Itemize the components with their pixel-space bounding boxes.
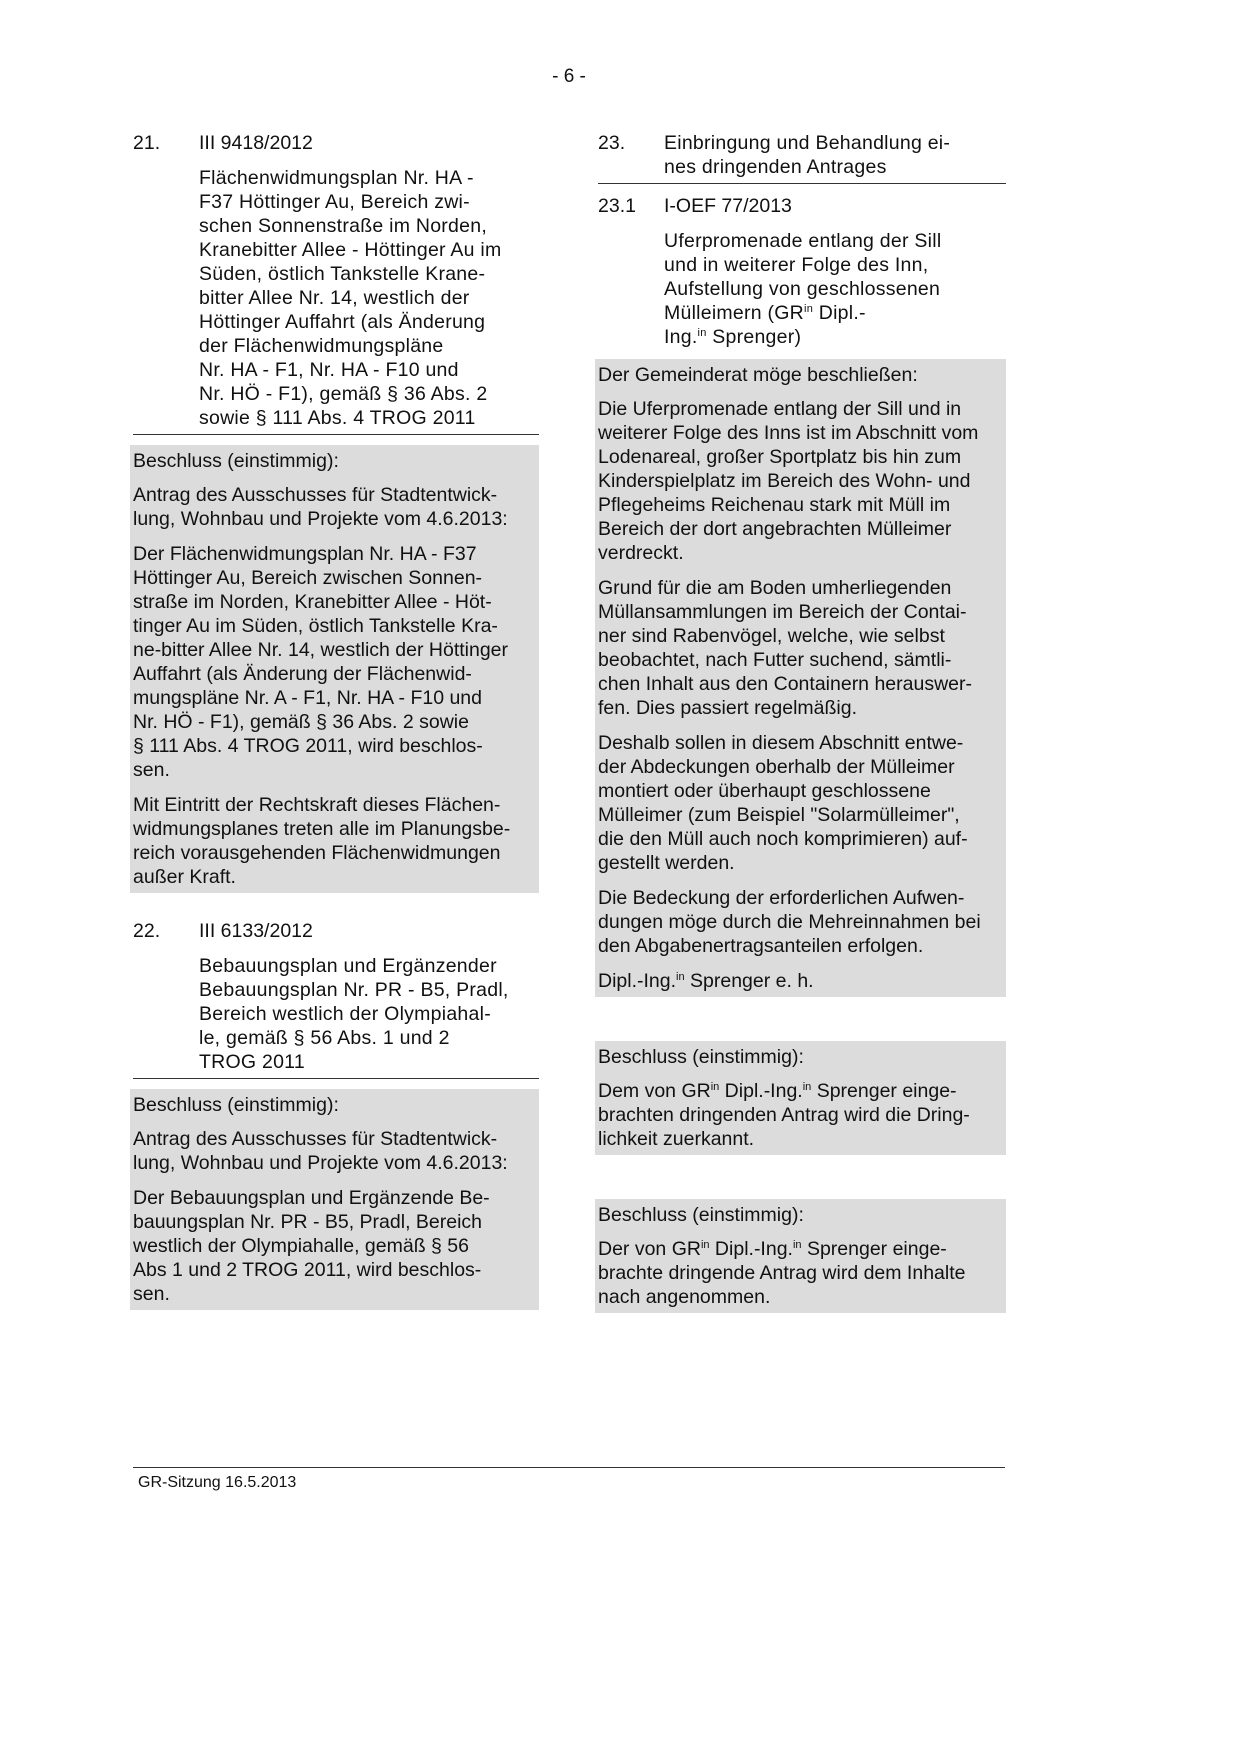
item-23-1-header xyxy=(598,194,1006,349)
item-23-title xyxy=(598,131,1006,179)
title-line: und in weiterer Folge des Inn, xyxy=(664,254,929,276)
decision-text: Der von $GR^{in}$ Dipl.-Ing.$^{in}$ Sprenger einge- brachte dringende Antrag wird dem Inhalte nach angenommen. xyxy=(598,1238,966,1308)
item-21-decision-box xyxy=(130,445,539,893)
motion-paragraph: Grund für die am Boden umherliegenden Müllansammlungen im Bereich der Contai- ner sind Rabenvögel, welche, wie selbst beobachtet, nach Futter suchend, sämtli- chen Inhalt aus den Containern herauswer- fen. Dies passiert regelmäßig. xyxy=(598,577,972,719)
title-line: Flächenwidmungsplan Nr. HA - xyxy=(199,167,474,189)
title-line: Nr. HA - F1, Nr. HA - F10 und xyxy=(199,359,459,381)
agenda-item-21 xyxy=(133,131,539,893)
title-line: Uferpromenade entlang der Sill xyxy=(664,230,942,252)
decision-body: Der Flächenwidmungsplan Nr. HA - F37 Höttinger Au, Bereich zwischen Sonnen- straße im Norden, Kranebitter Allee - Höt- tinger Au im Süden, östlich Tankstelle Kra- ne-bitter Allee Nr. 14, westlich der Höttinger Auffahrt (als Änderung der Flächenwid- mungspläne Nr. A - F1, Nr. HA - F10 und Nr. HÖ - F1), gemäß § 36 Abs. 2 sowie § 111 Abs. 4 TROG 2011, wird beschlos- sen. xyxy=(133,543,509,781)
item-23-1-code: I-OEF 77/2013 xyxy=(664,195,792,217)
item-21-number: 21. xyxy=(133,132,161,154)
footer-divider xyxy=(133,1467,1005,1468)
title-line: Süden, östlich Tankstelle Krane- xyxy=(199,263,486,285)
title-line: schen Sonnenstraße im Norden, xyxy=(199,215,487,237)
title-line: Bebauungsplan Nr. PR - B5, Pradl, xyxy=(199,979,509,1001)
motion-paragraph: Die Bedeckung der erforderlichen Aufwen- dungen möge durch die Mehreinnahmen bei den Abgabenertragsanteilen erfolgen. xyxy=(598,887,981,957)
decision-heading: Beschluss (einstimmig): xyxy=(133,1094,339,1116)
item-22-number: 22. xyxy=(133,920,161,942)
item-23-1-title xyxy=(598,229,1006,349)
divider xyxy=(133,434,539,435)
motion-box xyxy=(595,359,1006,997)
title-line: der Flächenwidmungspläne xyxy=(199,335,444,357)
agenda-item-23 xyxy=(598,131,1006,1313)
divider xyxy=(133,1078,539,1079)
antrag-text: Antrag des Ausschusses für Stadtentwick- lung, Wohnbau und Projekte vom 4.6.2013: xyxy=(133,1128,508,1174)
title-line: nes dringenden Antrages xyxy=(664,156,887,178)
title-line: Kranebitter Allee - Höttinger Au im xyxy=(199,239,502,261)
motion-paragraph: Deshalb sollen in diesem Abschnitt entwe- der Abdeckungen oberhalb der Mülleimer montiert oder überhaupt geschlossene Mülleimer (zum Beispiel "Solarmülleimer", die den Müll auch noch komprimieren) auf- gestellt werden. xyxy=(598,732,968,874)
decision-heading: Beschluss (einstimmig): xyxy=(598,1046,804,1068)
item-22-code: III 6133/2012 xyxy=(199,920,313,942)
footer-text: GR-Sitzung 16.5.2013 xyxy=(138,1474,297,1491)
decision-heading: Beschluss (einstimmig): xyxy=(133,450,339,472)
page-number: - 6 - xyxy=(552,66,586,87)
title-line: le, gemäß § 56 Abs. 1 und 2 xyxy=(199,1027,450,1049)
motion-paragraph: Die Uferpromenade entlang der Sill und in weiterer Folge des Inns ist im Abschnitt vom Lodenareal, großer Sportplatz bis hin zum Kinderspielplatz im Bereich des Wohn- und Pflegeheims Reichenau stark mit Müll im Bereich der dort angebrachten Mülleimer verdreckt. xyxy=(598,398,979,564)
item-22-header xyxy=(133,919,539,1074)
title-line: bitter Allee Nr. 14, westlich der xyxy=(199,287,470,309)
item-21-code: III 9418/2012 xyxy=(199,132,313,154)
title-line: F37 Höttinger Au, Bereich zwi- xyxy=(199,191,470,213)
item-22-decision-box xyxy=(130,1089,539,1310)
title-line: Nr. HÖ - F1), gemäß § 36 Abs. 2 xyxy=(199,383,488,405)
title-line: Einbringung und Behandlung ei- xyxy=(664,132,951,154)
legal-effect-text: Mit Eintritt der Rechtskraft dieses Flächen- widmungsplanes treten alle im Planungsbe- reich vorausgehenden Flächenwidmungen außer Kraft. xyxy=(133,794,511,888)
title-line: Bereich westlich der Olympiahal- xyxy=(199,1003,491,1025)
motion-signature: Dipl.-Ing.$^{in}$ Sprenger e. h. xyxy=(598,970,814,992)
decision-text: Dem von $GR^{in}$ Dipl.-Ing.$^{in}$ Sprenger einge- brachten dringenden Antrag wird die Dring- lichkeit zuerkannt. xyxy=(598,1080,970,1150)
title-line: Ing.$^{in}$ Sprenger) xyxy=(664,326,802,348)
title-line: Höttinger Auffahrt (als Änderung xyxy=(199,311,486,333)
content-decision-box xyxy=(595,1199,1006,1313)
title-line: Aufstellung von geschlossenen xyxy=(664,278,941,300)
decision-body: Der Bebauungsplan und Ergänzende Be- bauungsplan Nr. PR - B5, Pradl, Bereich westlich der Olympiahalle, gemäß § 56 Abs 1 und 2 TROG 2011, wird beschlos- sen. xyxy=(133,1187,490,1305)
item-23-number: 23. xyxy=(598,132,626,154)
antrag-text: Antrag des Ausschusses für Stadtentwick- lung, Wohnbau und Projekte vom 4.6.2013: xyxy=(133,484,508,530)
decision-heading: Beschluss (einstimmig): xyxy=(598,1204,804,1226)
title-line: TROG 2011 xyxy=(199,1051,305,1073)
agenda-item-22 xyxy=(133,919,539,1310)
motion-intro: Der Gemeinderat möge beschließen: xyxy=(598,364,918,386)
item-22-title xyxy=(133,954,539,1074)
title-line: Bebauungsplan und Ergänzender xyxy=(199,955,497,977)
item-21-title xyxy=(133,166,539,430)
item-23-header xyxy=(598,131,1006,179)
item-21-header xyxy=(133,131,539,430)
urgency-decision-box xyxy=(595,1041,1006,1155)
title-line: Mülleimern ($GR^{in}$ Dipl.- xyxy=(664,302,866,324)
divider xyxy=(598,183,1006,184)
title-line: sowie § 111 Abs. 4 TROG 2011 xyxy=(199,407,476,429)
item-23-1-number: 23.1 xyxy=(598,195,636,217)
